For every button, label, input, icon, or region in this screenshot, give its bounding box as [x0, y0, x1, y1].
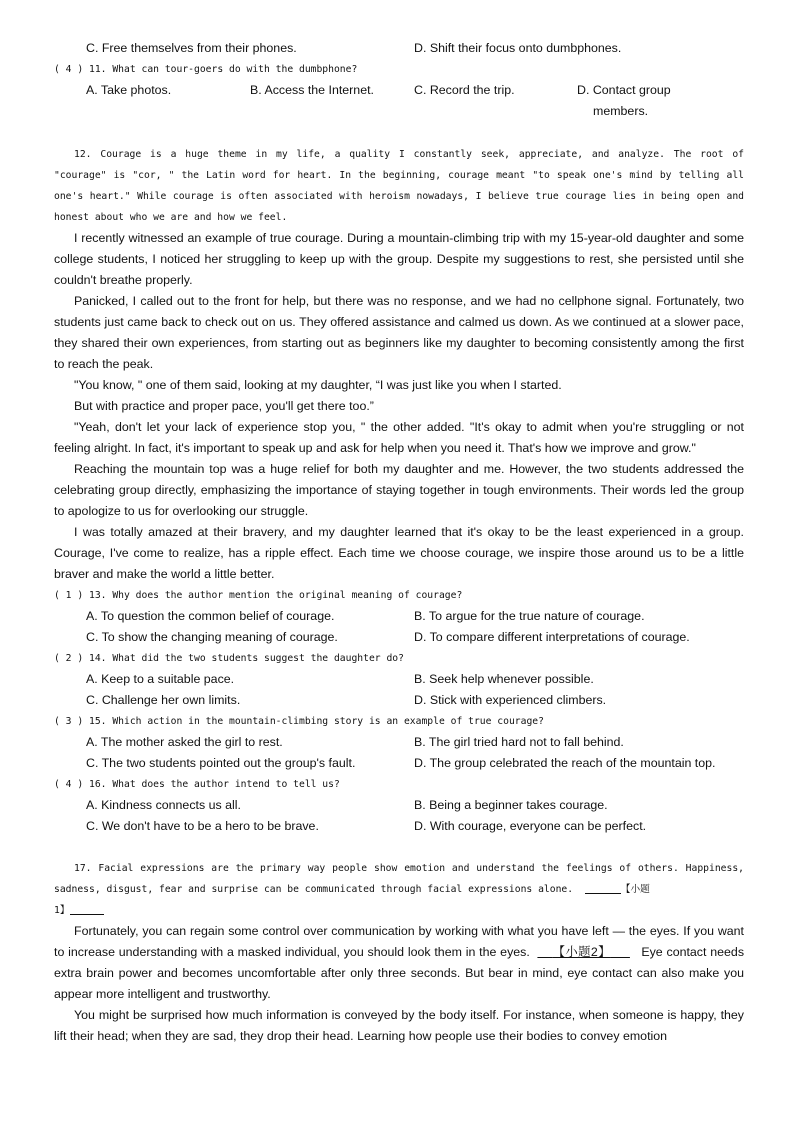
q11-option-a[interactable]: A. Take photos. — [86, 83, 172, 97]
question-stem-text: 16. What does the author intend to tell us? — [89, 779, 340, 790]
option-c[interactable]: C. We don't have to be a hero to be brave. — [86, 819, 319, 833]
option-d[interactable]: D. With courage, everyone can be perfect. — [414, 819, 647, 833]
option-a[interactable]: A. The mother asked the girl to rest. — [86, 735, 283, 749]
option-b[interactable]: B. To argue for the true nature of courage. — [414, 609, 645, 623]
question-stem-text: 13. Why does the author mention the original meaning of courage? — [89, 590, 463, 601]
option-d[interactable]: D. Stick with experienced climbers. — [414, 693, 607, 707]
option-b[interactable]: B. The girl tried hard not to fall behind. — [414, 735, 624, 749]
question-prefix: ( 2 ) — [54, 653, 84, 664]
options-row — [54, 690, 744, 711]
passage12-paragraph: I recently witnessed an example of true courage. During a mountain-climbing trip with my 15-year-old daughter and some college students, I noticed her struggling to keep up with the group. Despite my suggestions to rest, she persisted until she couldn't breathe properly. — [54, 231, 744, 287]
options-row — [54, 816, 744, 837]
option-a[interactable]: A. To question the common belief of courage. — [86, 609, 335, 623]
question-stem-text: 14. What did the two students suggest the daughter do? — [89, 653, 404, 664]
question-15 — [54, 711, 744, 774]
blank-1-line[interactable] — [585, 881, 621, 894]
blank-2-label[interactable] — [537, 945, 630, 959]
q11-options-row-cont — [54, 101, 744, 122]
q11-options-row — [54, 80, 744, 101]
question-prefix: ( 3 ) — [54, 716, 84, 727]
q10-option-c[interactable]: C. Free themselves from their phones. — [86, 41, 297, 55]
option-d[interactable]: D. The group celebrated the reach of the mountain top. — [414, 756, 716, 770]
q11-option-b[interactable]: B. Access the Internet. — [250, 83, 374, 97]
option-c[interactable]: C. Challenge her own limits. — [86, 693, 241, 707]
blank-1-line-end[interactable] — [70, 902, 104, 915]
passage12-paragraph: But with practice and proper pace, you'll get there too.” — [74, 399, 374, 413]
question-16 — [54, 774, 744, 837]
option-d[interactable]: D. To compare different interpretations of courage. — [414, 630, 690, 644]
q10-options-row — [54, 38, 744, 59]
q11-stem-text: 11. What can tour-goers do with the dumbphone? — [89, 64, 358, 75]
passage17-paragraph: You might be surprised how much information is conveyed by the body itself. For instance, when someone is happy, they lift their head; when they are sad, they drop their head. Learning how people use their bodies to convey emotion — [54, 1008, 744, 1043]
options-row — [54, 753, 744, 774]
question-14 — [54, 648, 744, 711]
q11-option-c[interactable]: C. Record the trip. — [414, 83, 515, 97]
option-c[interactable]: C. To show the changing meaning of courage. — [86, 630, 338, 644]
passage12-paragraph: "Yeah, don't let your lack of experience stop you, " the other added. "It's okay to admit when you're struggling or not feeling alright. In fact, it's important to speak up and ask for help when you need it. That's how we improve and grow." — [54, 420, 744, 455]
passage12-intro: 12. Courage is a huge theme in my life, a quality I constantly seek, appreciate, and analyze. The root of "courage" is "cor, " the Latin word for heart. In the beginning, courage meant "to speak one's mind by telling all one's heart." While courage is often associated with heroism nowadays, I believe true courage lies in being open and honest about who we are and how we feel. — [54, 149, 744, 223]
question-stem — [54, 648, 744, 669]
question-stem — [54, 774, 744, 795]
q11-option-d[interactable]: D. Contact group — [577, 83, 671, 97]
q11-option-d-cont: members. — [593, 104, 649, 118]
blank-1-label: 【小题 — [620, 884, 650, 895]
q10-option-d[interactable]: D. Shift their focus onto dumbphones. — [414, 41, 622, 55]
blank-1-label-end: 1】 — [54, 905, 70, 916]
question-13 — [54, 585, 744, 648]
worksheet-page — [54, 38, 744, 1047]
q11-prefix: ( 4 ) — [54, 64, 84, 75]
blank-2-text: 【小题2】 — [552, 945, 611, 959]
question-stem — [54, 585, 744, 606]
options-row — [54, 606, 744, 627]
options-row — [54, 669, 744, 690]
passage17-text: Fortunately, you can regain some control over communication by working with what you have left — the eyes. If you want to increase understanding with a masked individual, you should look them in the eyes. — [54, 924, 744, 959]
passage12-paragraph: Panicked, I called out to the front for help, but there was no response, and we had no cellphone signal. Fortunately, two students just came back to check out on us. They offered assistance and calmed us down. As we continued at a slower pace, they shared their own experiences, from starting out as beginners like my daughter to becoming consistently among the first to reach the peak. — [54, 294, 744, 371]
option-a[interactable]: A. Kindness connects us all. — [86, 798, 241, 812]
options-row — [54, 627, 744, 648]
options-row — [54, 732, 744, 753]
question-prefix: ( 1 ) — [54, 590, 84, 601]
question-stem — [54, 711, 744, 732]
options-row — [54, 795, 744, 816]
option-c[interactable]: C. The two students pointed out the group's fault. — [86, 756, 356, 770]
passage17-intro-text: 17. Facial expressions are the primary way people show emotion and understand the feelings of others. Happiness, sadness, disgust, fear and surprise can be communicated through facial expressions alone. — [54, 863, 744, 895]
option-a[interactable]: A. Keep to a suitable pace. — [86, 672, 235, 686]
question-prefix: ( 4 ) — [54, 779, 84, 790]
passage17-intro — [54, 858, 744, 921]
passage12-paragraph: Reaching the mountain top was a huge relief for both my daughter and me. However, the two students addressed the celebrating group directly, emphasizing the importance of staying together in tough environments. Their words led the group to apologize to us for overlooking our struggle. — [54, 462, 744, 518]
q11-stem — [54, 59, 744, 80]
passage12-paragraph: "You know, " one of them said, looking at my daughter, “I was just like you when I started. — [74, 378, 562, 392]
question-stem-text: 15. Which action in the mountain-climbing story is an example of true courage? — [89, 716, 544, 727]
passage17-paragraph — [54, 921, 744, 1005]
passage17-text: Eye contact needs extra brain power and becomes uncomfortable after only three seconds. But bear in mind, eye contact can also make you appear more intelligent and trustworthy. — [54, 945, 745, 1001]
passage12-paragraph: I was totally amazed at their bravery, and my daughter learned that it's okay to be the least experienced in a group. Courage, I've come to realize, has a ripple effect. Each time we choose courage, we inspire those around us to be a little braver and make the world a little better. — [54, 525, 744, 581]
option-b[interactable]: B. Being a beginner takes courage. — [414, 798, 608, 812]
option-b[interactable]: B. Seek help whenever possible. — [414, 672, 594, 686]
